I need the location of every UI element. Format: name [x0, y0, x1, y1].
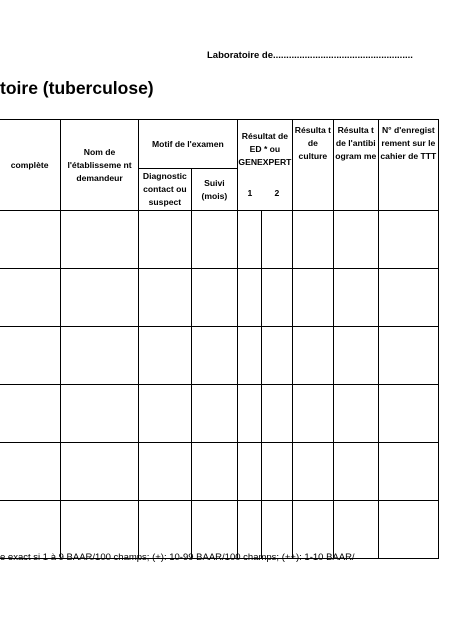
- cell-reason-diagnostic[interactable]: [138, 269, 191, 327]
- cell-reason-followup[interactable]: [191, 269, 237, 327]
- cell-ed-2[interactable]: [262, 385, 293, 443]
- header-ed-2: 2: [262, 169, 293, 211]
- cell-reason-followup[interactable]: [191, 327, 237, 385]
- header-row-top: [0, 120, 439, 169]
- header-ed-result: Résultat de ED * ou GENEXPERT: [237, 120, 292, 169]
- cell-ed-1[interactable]: [237, 385, 261, 443]
- cell-culture[interactable]: [292, 211, 333, 269]
- cell-ed-1[interactable]: [237, 269, 261, 327]
- cell-reason-diagnostic[interactable]: [138, 385, 191, 443]
- cell-reason-followup[interactable]: [191, 211, 237, 269]
- cell-complete[interactable]: [0, 269, 61, 327]
- cell-culture[interactable]: [292, 269, 333, 327]
- register-table: [0, 119, 439, 559]
- cell-ed-2[interactable]: [262, 443, 293, 501]
- header-complete: complète: [0, 120, 61, 211]
- cell-reason-diagnostic[interactable]: [138, 443, 191, 501]
- cell-antibiogram[interactable]: [333, 501, 378, 559]
- header-culture: Résulta t de culture: [292, 120, 333, 211]
- cell-ed-2[interactable]: [262, 211, 293, 269]
- footnote: e exact si 1 à 9 BAAR/100 champs; (+): 10-99 BAAR/100 champs; (++): 1-10 BAAR/: [0, 552, 355, 563]
- cell-register-number[interactable]: [378, 327, 438, 385]
- cell-ed-1[interactable]: [237, 443, 261, 501]
- cell-reason-diagnostic[interactable]: [138, 327, 191, 385]
- cell-facility[interactable]: [61, 269, 139, 327]
- table-row: [0, 385, 439, 443]
- header-facility: Nom de l'établisseme nt demandeur: [61, 120, 139, 211]
- header-register-number: N° d'enregist rement sur le cahier de TTT: [378, 120, 438, 211]
- cell-culture[interactable]: [292, 385, 333, 443]
- laboratory-label: Laboratoire de.....................................................: [207, 50, 413, 61]
- cell-antibiogram[interactable]: [333, 211, 378, 269]
- cell-culture[interactable]: [292, 501, 333, 559]
- header-reason-diagnostic: Diagnostic contact ou suspect: [138, 169, 191, 211]
- header-reason: Motif de l'examen: [138, 120, 237, 169]
- table-row: [0, 327, 439, 385]
- cell-reason-followup[interactable]: [191, 385, 237, 443]
- table-body: [0, 211, 439, 559]
- cell-complete[interactable]: [0, 385, 61, 443]
- cell-complete[interactable]: [0, 211, 61, 269]
- table-row: [0, 211, 439, 269]
- cell-culture[interactable]: [292, 327, 333, 385]
- cell-register-number[interactable]: [378, 385, 438, 443]
- cell-register-number[interactable]: [378, 269, 438, 327]
- table-row: [0, 269, 439, 327]
- cell-facility[interactable]: [61, 211, 139, 269]
- cell-ed-2[interactable]: [262, 269, 293, 327]
- cell-complete[interactable]: [0, 443, 61, 501]
- cell-register-number[interactable]: [378, 443, 438, 501]
- page-title: toire (tuberculose): [0, 78, 154, 98]
- cell-reason-diagnostic[interactable]: [138, 501, 191, 559]
- cell-ed-1[interactable]: [237, 501, 261, 559]
- cell-antibiogram[interactable]: [333, 269, 378, 327]
- header-ed-1: 1: [237, 169, 261, 211]
- cell-complete[interactable]: [0, 327, 61, 385]
- cell-complete[interactable]: [0, 501, 61, 559]
- cell-register-number[interactable]: [378, 501, 438, 559]
- cell-ed-2[interactable]: [262, 501, 293, 559]
- cell-ed-2[interactable]: [262, 327, 293, 385]
- cell-culture[interactable]: [292, 443, 333, 501]
- cell-ed-1[interactable]: [237, 327, 261, 385]
- table-row: [0, 443, 439, 501]
- cell-antibiogram[interactable]: [333, 385, 378, 443]
- cell-reason-diagnostic[interactable]: [138, 211, 191, 269]
- cell-facility[interactable]: [61, 443, 139, 501]
- table-row: [0, 501, 439, 559]
- cell-reason-followup[interactable]: [191, 443, 237, 501]
- cell-register-number[interactable]: [378, 211, 438, 269]
- header-antibiogram: Résulta t de l'antibi ogram me: [333, 120, 378, 211]
- cell-facility[interactable]: [61, 385, 139, 443]
- cell-antibiogram[interactable]: [333, 327, 378, 385]
- cell-facility[interactable]: [61, 501, 139, 559]
- header-reason-followup: Suivi (mois): [191, 169, 237, 211]
- cell-antibiogram[interactable]: [333, 443, 378, 501]
- cell-reason-followup[interactable]: [191, 501, 237, 559]
- cell-ed-1[interactable]: [237, 211, 261, 269]
- cell-facility[interactable]: [61, 327, 139, 385]
